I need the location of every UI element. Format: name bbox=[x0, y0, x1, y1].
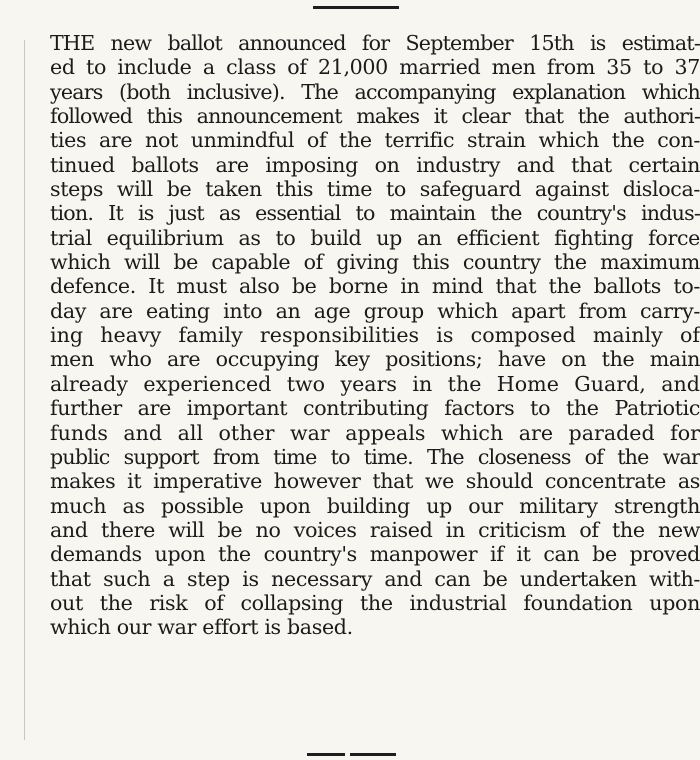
article-line: already experienced two years in the Home Guard, and bbox=[50, 371, 700, 396]
article-line: tion. It is just as essential to maintain the country's indus- bbox=[50, 201, 700, 226]
article-line: ed to include a class of 21,000 married men from 35 to 37 bbox=[50, 55, 700, 80]
article-line: men who are occupying key positions; have on the main bbox=[50, 347, 700, 372]
article-line: which will be capable of giving this country the maximum bbox=[50, 250, 700, 275]
bottom-column-rule-right bbox=[350, 753, 396, 756]
article-line: steps will be taken this time to safeguard against disloca- bbox=[50, 177, 700, 202]
article-line: funds and all other war appeals which are paraded for bbox=[50, 420, 700, 445]
article-line: followed this announcement makes it clear that the authori- bbox=[50, 104, 700, 129]
column-gutter-line bbox=[24, 40, 25, 740]
article-line: which our war effort is based. bbox=[50, 615, 353, 640]
article-line: makes it imperative however that we should concentrate as bbox=[50, 469, 700, 494]
bottom-column-rule-left bbox=[307, 753, 345, 756]
article-line: demands upon the country's manpower if it can be proved bbox=[50, 542, 700, 567]
article-line: trial equilibrium as to build up an efficient fighting force bbox=[50, 225, 700, 250]
article-line: ties are not unmindful of the terrific strain which the con- bbox=[50, 128, 700, 153]
article-line: public support from time to time. The closeness of the war bbox=[50, 444, 700, 469]
article-line: out the risk of collapsing the industrial foundation upon bbox=[50, 590, 700, 615]
top-column-rule bbox=[313, 6, 399, 9]
article-line: ing heavy family responsibilities is composed mainly of bbox=[50, 323, 700, 348]
article-line: that such a step is necessary and can be undertaken with- bbox=[50, 566, 700, 591]
article-line: tinued ballots are imposing on industry and that certain bbox=[50, 152, 700, 177]
article-line: day are eating into an age group which apart from carry- bbox=[50, 298, 700, 323]
article-line: years (both inclusive). The accompanying explanation which bbox=[50, 79, 700, 104]
article-line: much as possible upon building up our military strength bbox=[50, 493, 700, 518]
article-line: THE new ballot announced for September 15th is estimat- bbox=[50, 31, 700, 55]
article-line: defence. It must also be borne in mind that the ballots to- bbox=[50, 274, 700, 299]
article-body bbox=[50, 31, 700, 640]
article-line: further are important contributing factors to the Patriotic bbox=[50, 396, 700, 421]
article-line: and there will be no voices raised in criticism of the new bbox=[50, 517, 700, 542]
